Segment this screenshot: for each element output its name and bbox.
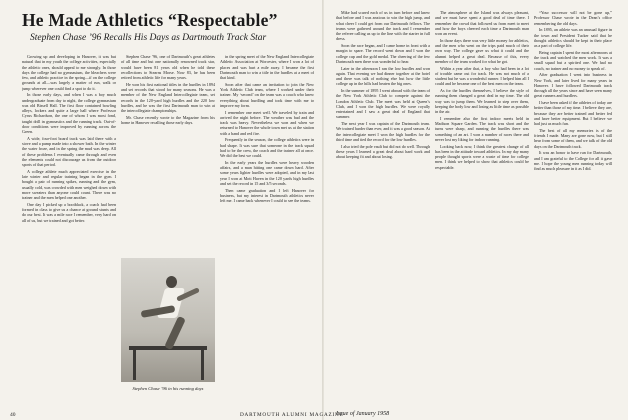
paragraph: The atmosphere at the Island was always pleasant, and we must have spent a good deal of time there. I remember the crowd that followed us from meet to meet and how the boys cheered each time a Dartmouth man won an event. — [435, 10, 529, 36]
article-subhead: Stephen Chase ’96 Recalls His Days as Dartmouth Track Star — [30, 33, 267, 43]
paragraph: In 1895, an athlete was an unusual figure in the town and President Tucker said that he thought athletics should be kept in their place as a part of college life. — [534, 27, 612, 48]
paragraph: In those days there was very little money for athletics, and the men who went on the trips paid much of their own way. The college gave us what it could and the alumni helped a great deal. Because of this, every member of the team worked for what he got. — [435, 37, 529, 64]
hurdle-leg-left — [133, 346, 136, 380]
paragraph: I remember also the first indoor meets held in Madison Square Garden. The track was short and the turns were sharp, and running the hurdles there was something of an art. I won a number of races there and never lost my liking for indoor running. — [435, 115, 529, 142]
photo-caption: Stephen Chase ’96 in his running days — [132, 386, 204, 391]
runner-trail-leg — [164, 316, 186, 350]
paragraph: He won his first national titles in the hurdles in 1894 and set records that stood for many seasons. He was a member of the New England Intercollegiate team, set records in the 120-yard high hurdles and the 220 low hurdles, and he was the first Dartmouth man to win at the intercollegiate championships. — [121, 81, 215, 113]
hurdler-photo — [121, 258, 215, 382]
paragraph: Frequently in the season, the college athletics were in bad shape. It was sure that someone in the track squad had to be the crew, the coach and the trainer all at once. We did the best we could. — [220, 137, 314, 158]
text-column-1 — [22, 54, 116, 404]
paragraph: A college athlete much appreciated exercise in the late winter and regular training began in the gym. I bought a pair of running spikes, running and the gym, usually cold, was crowded with men weighed down with more sweaters than anyone could count. There was no trainer and the men helped one another. — [22, 168, 116, 200]
paragraph: A wide, four-foot board track was laid there with a stove and a pump made into a shower bath. In the winter the water froze, and in the spring the mud was deep. All of these problems I eventually came through and even the elements could not discourage us from the outdoor sports of that period. — [22, 135, 116, 167]
paragraph: I also tried the pole vault but did not do well. Through these years I learned a great deal about hard work and about keeping fit and about losing. — [336, 143, 430, 159]
paragraph: Soon after that came an invitation to join the New York Athletic Club team, where I worked under their trainer. My ‘second’ on the team was a coach who knew everything about hurdling and took time with me to improve my form. — [220, 81, 314, 108]
page-gutter — [322, 0, 324, 420]
paragraph: After graduation I went into business in New York, and later lived for many years in Hanover. I have followed Dartmouth track through all the years since and have seen many great runners and hurdlers. — [534, 72, 612, 99]
paragraph: In those early days, and when I was a boy much undergraduate from day to night, the college gymnasium was old Bissell Hall. The first floor contained bowling alleys, lockers and quite a large hall where Professor Cyrus Richardson, the one of whom I was most fond, taught drill in gymnastics and the running track. Out-of-door conditions were improved by running across the Green. — [22, 92, 116, 134]
paragraph: Within a year after that, a boy who had been in a lot of trouble came out for track. He was not much of a student but he was a wonderful runner. I helped him all I could and he became one of the best men on the team. — [435, 65, 529, 87]
issue-date: Issue of January 1958 — [336, 411, 390, 417]
paragraph: Mr. Chase recently wrote to the Magazine from his home in Hanover recalling those early days. — [121, 114, 215, 125]
paragraph: Stephen Chase ’96, one of Dartmouth’s great athletes of all time and but one nationally renowned track star, would have been 81 years old when he told these recollections to Stearns Morse. Now 83, he has been retired from athletic life for many years. — [121, 54, 215, 80]
paragraph: It was an honor to have run for Dartmouth, and I am grateful to the College for all it gave me. I hope the young men running today will find as much pleasure in it as I did. — [534, 150, 612, 171]
text-column-2 — [121, 54, 215, 254]
paragraph: The best of all my memories is of the friends I made. Many are gone now, but I still hear from some of them, and we talk of the old days on the Dartmouth track. — [534, 127, 612, 149]
paragraph: Soon the race began, and I came home in front with a margin to spare. The record went down and I won the college cup and the gold medal. The cheering of the few Dartmouth men there was wonderful to hear. — [336, 43, 430, 64]
paragraph: I remember one meet well. We traveled by train and arrived the night before. The weather was bad and the track was heavy. Nevertheless we won and when we returned to Hanover the whole town met us at the station with a band and red fire. — [220, 109, 314, 136]
magazine-name: DARTMOUTH ALUMNI MAGAZINE — [240, 412, 344, 418]
hurdle-leg-right — [201, 346, 204, 380]
paragraph: As for the hurdles themselves, I believe the style of running them changed a great deal in my time. The old way was to jump them. We learned to step over them, keeping the body low and losing as little time as possible in the air. — [435, 88, 529, 114]
text-column-5 — [435, 10, 529, 404]
paragraph: “Your successor will not be gone up,” Professor Chase wrote in the Dean’s office remembering the old days. — [534, 10, 612, 26]
paragraph: in the spring meet of the New England Intercollegiate Athletic Association at Worcester, where I won a lot of places and was hurt a mile away. I became the first Dartmouth man to win a title in the hurdles at a meet of that kind. — [220, 54, 314, 80]
text-column-3 — [220, 54, 314, 404]
paragraph: Being captain I spent the most afternoons at the track and watched the men work. It was a small squad but a spirited one. We had no coach, no trainer and no money to speak of. — [534, 49, 612, 71]
paragraph: Growing up and developing in Hanover, it was but natural that in my youth the college activities, especially the athletic ones, should appeal to me strongly. In those days the college had no gymnasium, the bleachers were few, and athletic practice in the spring—if on the college grounds at all—was largely a matter of run, walk or jump wherever one could find a spot to do it. — [22, 54, 116, 91]
paragraph: In the early years the hurdles were heavy wooden affairs, and a man hitting one came down hard. After some years lighter hurdles were adopted, and in my last year I won at Mott Haven in the 120 yards high hurdles and set the record in 15 and 3/5 seconds. — [220, 159, 314, 186]
paragraph: Looking back now, I think the greatest change of all has been in the attitude toward athletics. In my day many people thought sports were a waste of time for college men. I think we helped to show that athletics could be respectable. — [435, 143, 529, 170]
paragraph: Then came graduation and I left Hanover for business, but my interest in Dartmouth athletics never left me. I came back whenever I could to see the teams. — [220, 187, 314, 203]
runner-head — [166, 276, 177, 288]
text-column-4 — [336, 10, 430, 404]
paragraph: I have been asked if the athletes of today are better than those of my time. I believe they are, because they are better trained and better fed and have better equipment. But I believe we had just as much fun. — [534, 100, 612, 126]
page-number: 40 — [10, 412, 16, 418]
paragraph: The next year I was captain of the Dartmouth team. We trained harder than ever, and it was a good season. At the intercollegiate meet I won the high hurdles for the third time and tied the record for the low hurdles. — [336, 121, 430, 142]
text-column-6 — [534, 10, 612, 404]
paragraph: One day I picked up a bootblack, a coach had been formed in class to give us a chance at ground stunts and do our best. It was a mile race I remember, very hard on all of us, but we trained and got better. — [22, 201, 116, 223]
paragraph: In the summer of 1895 I went abroad with the team of the New York Athletic Club to compete against the London Athletic Club. The meet was held at Queen’s Club, and I won the high hurdles. We were royally entertained and I saw a great deal of England that summer. — [336, 88, 430, 120]
paragraph: Mike had scared each of us in turn before and knew that before and I was anxious to win the high jump, and what cheer I could get from our Dartmouth fellows. The teams were gathered around the track and I remember the referee calling us up to the line with the starter in full dress. — [336, 10, 430, 42]
paragraph: Later in the afternoon I ran the low hurdles and won again. That evening we had dinner together at the hotel and there was talk of nothing else but how the little college up in the hills had beaten the big ones. — [336, 65, 430, 87]
article-headline: He Made Athletics “Respectable” — [22, 10, 278, 30]
